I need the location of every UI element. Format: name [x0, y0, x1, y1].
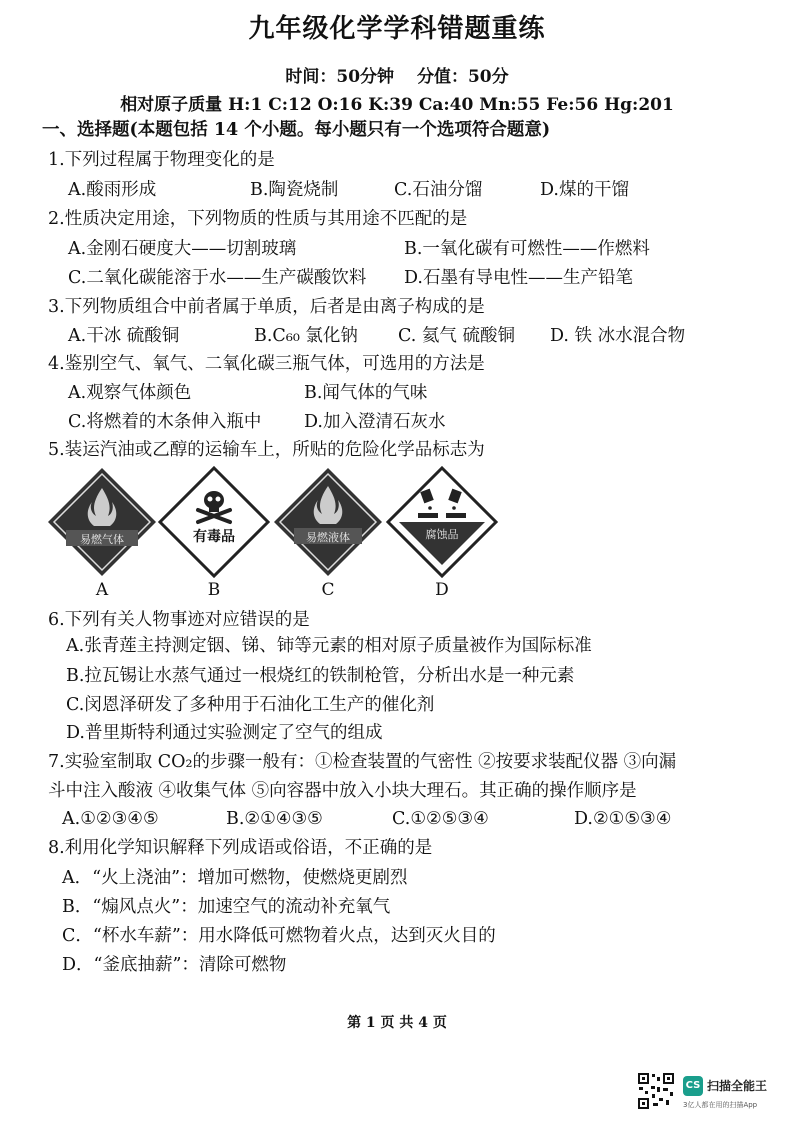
q8-stem: 8.利用化学知识解释下列成语或俗语，不正确的是 [48, 838, 433, 858]
q4-option-b: B.闻气体的气味 [304, 383, 428, 403]
q4-option-d: D.加入澄清石灰水 [304, 412, 446, 432]
q3-option-b: B.C₆₀ 氯化钠 [254, 326, 358, 346]
sign-a-label: A [95, 580, 109, 600]
q2-option-b: B.一氧化碳有可燃性——作燃料 [404, 239, 650, 259]
q4-option-c: C.将燃着的木条伸入瓶中 [68, 412, 262, 432]
sign-b-label: B [207, 580, 221, 600]
q3-option-a: A.干冰 硫酸铜 [68, 326, 180, 346]
time-score-line: 时间：50分钟 分值：50分 [285, 67, 509, 87]
q1-option-a: A.酸雨形成 [68, 180, 157, 200]
q2-stem: 2.性质决定用途，下列物质的性质与其用途不匹配的是 [48, 209, 468, 229]
q7-stem-line2: 斗中注入酸液 ④收集气体 ⑤向容器中放入小块大理石。其正确的操作顺序是 [48, 781, 637, 801]
q7-option-c: C.①②⑤③④ [392, 809, 489, 829]
q8-option-a: A．“火上浇油”：增加可燃物，使燃烧更剧烈 [62, 868, 408, 888]
q1-option-b: B.陶瓷烧制 [250, 180, 339, 200]
q5-stem: 5.装运汽油或乙醇的运输车上，所贴的危险化学品标志为 [48, 440, 485, 460]
q4-stem: 4.鉴别空气、氧气、二氧化碳三瓶气体，可选用的方法是 [48, 354, 485, 374]
flammable-liquid-sign [272, 466, 384, 578]
q3-option-d: D. 铁 冰水混合物 [550, 326, 686, 346]
q7-stem-line1: 7.实验室制取 CO₂的步骤一般有：①检查装置的气密性 ②按要求装配仪器 ③向漏 [48, 752, 677, 772]
qr-code-icon [637, 1072, 675, 1110]
sign-d-label: D [435, 580, 449, 600]
q7-option-a: A.①②③④⑤ [62, 809, 159, 829]
q7-option-b: B.②①④③⑤ [226, 809, 323, 829]
q6-option-b: B.拉瓦锡让水蒸气通过一根烧红的铁制枪管，分析出水是一种元素 [66, 666, 575, 686]
section-heading: 一、选择题(本题包括 14 个小题。每小题只有一个选项符合题意) [42, 120, 551, 140]
q4-option-a: A.观察气体颜色 [68, 383, 192, 403]
scanner-app-tagline: 3亿人都在用的扫描App [683, 1101, 758, 1109]
q8-option-c: C．“杯水车薪”：用水降低可燃物着火点，达到灭火目的 [62, 926, 496, 946]
sign-d-text: 腐蚀品 [425, 528, 459, 541]
q3-option-c: C. 氦气 硫酸铜 [398, 326, 515, 346]
scanner-app-name: 扫描全能王 [707, 1079, 768, 1093]
q6-stem: 6.下列有关人物事迹对应错误的是 [48, 610, 310, 630]
cs-logo-icon: CS [683, 1076, 703, 1096]
sign-a-text: 易燃气体 [80, 533, 124, 546]
q8-option-d: D．“釜底抽薪”：清除可燃物 [62, 955, 287, 975]
q8-option-b: B．“煽风点火”：加速空气的流动补充氧气 [62, 897, 391, 917]
q1-option-c: C.石油分馏 [394, 180, 483, 200]
q2-option-d: D.石墨有导电性——生产铅笔 [404, 268, 633, 288]
q6-option-a: A.张青莲主持测定铟、锑、铈等元素的相对原子质量被作为国际标准 [66, 636, 592, 656]
q6-option-c: C.闵恩泽研发了多种用于石油化工生产的催化剂 [66, 695, 435, 715]
q7-option-d: D.②①⑤③④ [574, 809, 672, 829]
q1-stem: 1.下列过程属于物理变化的是 [48, 150, 275, 170]
flammable-gas-sign [46, 466, 158, 578]
toxic-sign [158, 466, 270, 578]
q2-option-a: A.金刚石硬度大——切割玻璃 [68, 239, 297, 259]
page-title: 九年级化学学科错题重练 [248, 14, 546, 44]
q6-option-d: D.普里斯特利通过实验测定了空气的组成 [66, 723, 383, 743]
sign-c-text: 易燃液体 [306, 531, 350, 544]
q3-stem: 3.下列物质组合中前者属于单质，后者是由离子构成的是 [48, 297, 485, 317]
corrosive-sign [386, 466, 498, 578]
page-number: 第 1 页 共 4 页 [347, 1015, 447, 1031]
sign-b-text: 有毒品 [193, 529, 235, 545]
atomic-mass-line: 相对原子质量 H:1 C:12 O:16 K:39 Ca:40 Mn:55 Fe:56 Hg:201 [120, 95, 674, 115]
q2-option-c: C.二氧化碳能溶于水——生产碳酸饮料 [68, 268, 367, 288]
sign-c-label: C [321, 580, 335, 600]
q1-option-d: D.煤的干馏 [540, 180, 629, 200]
